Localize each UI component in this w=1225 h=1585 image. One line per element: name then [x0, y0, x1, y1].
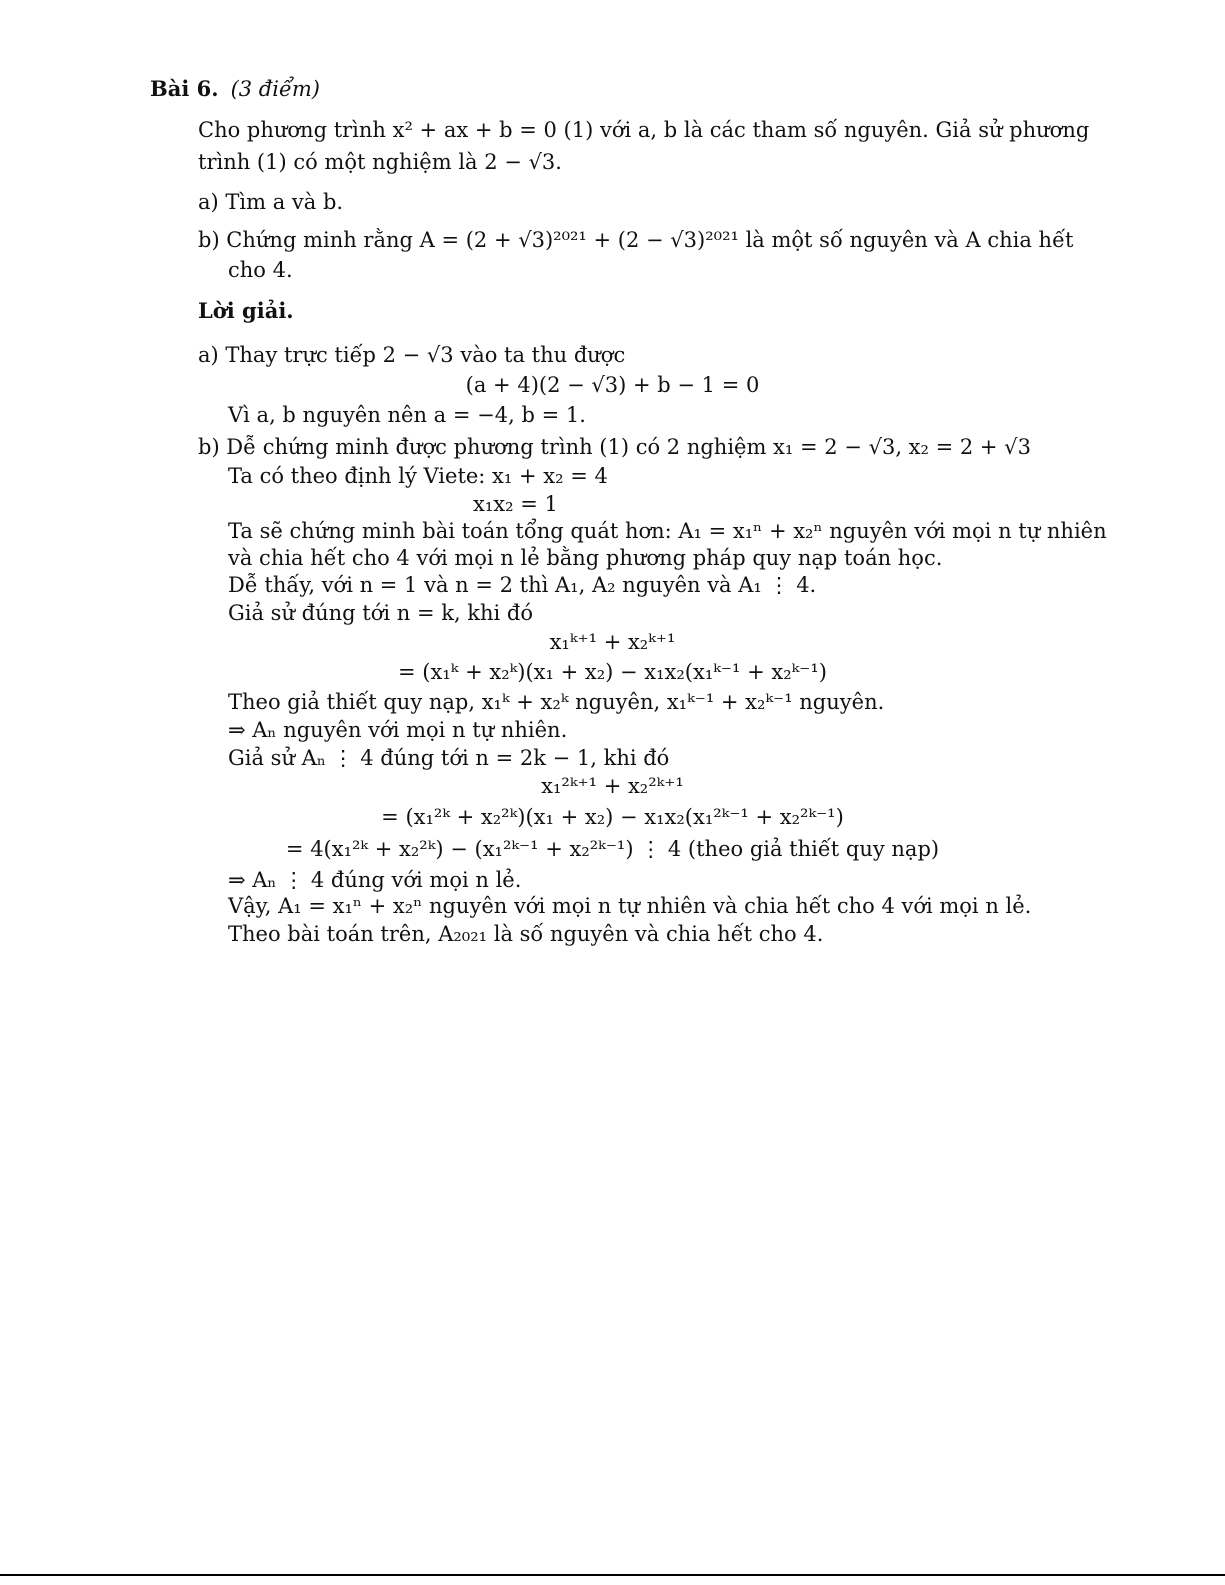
solution-b-equation-2: = (x₁ᵏ + x₂ᵏ)(x₁ + x₂) − x₁x₂(x₁ᵏ⁻¹ + x₂ᵏ⁻¹)	[398, 660, 827, 684]
solution-b-base-case: Dễ thấy, với n = 1 và n = 2 thì A₁, A₂ nguyên và A₁ ⋮ 4.	[228, 573, 817, 597]
solution-heading: Lời giải.	[198, 298, 294, 323]
problem-part-a: a) Tìm a và b.	[198, 190, 344, 214]
solution-b-result-2: ⇒ Aₙ ⋮ 4 đúng với mọi n lẻ.	[228, 868, 522, 892]
problem-statement-line-1: Cho phương trình x² + ax + b = 0 (1) với a, b là các tham số nguyên. Giả sử phương	[198, 118, 1090, 142]
solution-b-viete-sum: Ta có theo định lý Viete: x₁ + x₂ = 4	[228, 464, 608, 488]
problem-statement-line-2: trình (1) có một nghiệm là 2 − √3.	[198, 150, 562, 174]
solution-b-assume-k: Giả sử đúng tới n = k, khi đó	[228, 601, 534, 625]
problem-part-b-line-1: b) Chứng minh rằng A = (2 + √3)²⁰²¹ + (2 − √3)²⁰²¹ là một số nguyên và A chia hết	[198, 228, 1074, 252]
solution-a-conclusion: Vì a, b nguyên nên a = −4, b = 1.	[228, 403, 586, 427]
problem-part-b-line-2: cho 4.	[228, 258, 293, 282]
bottom-divider	[0, 1574, 1225, 1576]
solution-b-intro: b) Dễ chứng minh được phương trình (1) có 2 nghiệm x₁ = 2 − √3, x₂ = 2 + √3	[198, 435, 1031, 459]
solution-b-final: Theo bài toán trên, A₂₀₂₁ là số nguyên và chia hết cho 4.	[228, 922, 824, 946]
solution-b-general-line-1: Ta sẽ chứng minh bài toán tổng quát hơn: A₁ = x₁ⁿ + x₂ⁿ nguyên với mọi n tự nhiên	[228, 519, 1107, 543]
problem-points: (3 điểm)	[230, 77, 320, 101]
problem-number: Bài 6.	[150, 76, 219, 101]
solution-b-equation-5: = 4(x₁²ᵏ + x₂²ᵏ) − (x₁²ᵏ⁻¹ + x₂²ᵏ⁻¹) ⋮ 4 (theo giả thiết quy nạp)	[285, 837, 940, 861]
solution-b-hypothesis: Theo giả thiết quy nạp, x₁ᵏ + x₂ᵏ nguyên, x₁ᵏ⁻¹ + x₂ᵏ⁻¹ nguyên.	[228, 690, 885, 714]
solution-a-intro: a) Thay trực tiếp 2 − √3 vào ta thu được	[198, 343, 626, 367]
solution-b-result-1: ⇒ Aₙ nguyên với mọi n tự nhiên.	[228, 718, 568, 742]
solution-b-assume-2k: Giả sử Aₙ ⋮ 4 đúng tới n = 2k − 1, khi đó	[228, 746, 670, 770]
solution-b-equation-1: x₁ᵏ⁺¹ + x₂ᵏ⁺¹	[549, 630, 676, 654]
solution-b-summary: Vậy, A₁ = x₁ⁿ + x₂ⁿ nguyên với mọi n tự nhiên và chia hết cho 4 với mọi n lẻ.	[228, 894, 1032, 918]
solution-b-equation-3: x₁²ᵏ⁺¹ + x₂²ᵏ⁺¹	[541, 774, 684, 798]
solution-a-equation: (a + 4)(2 − √3) + b − 1 = 0	[465, 373, 760, 397]
problem-heading	[150, 74, 320, 104]
solution-b-equation-4: = (x₁²ᵏ + x₂²ᵏ)(x₁ + x₂) − x₁x₂(x₁²ᵏ⁻¹ + x₂²ᵏ⁻¹)	[381, 805, 844, 829]
solution-b-general-line-2: và chia hết cho 4 với mọi n lẻ bằng phương pháp quy nạp toán học.	[228, 546, 943, 570]
solution-b-viete-product: x₁x₂ = 1	[473, 492, 558, 516]
